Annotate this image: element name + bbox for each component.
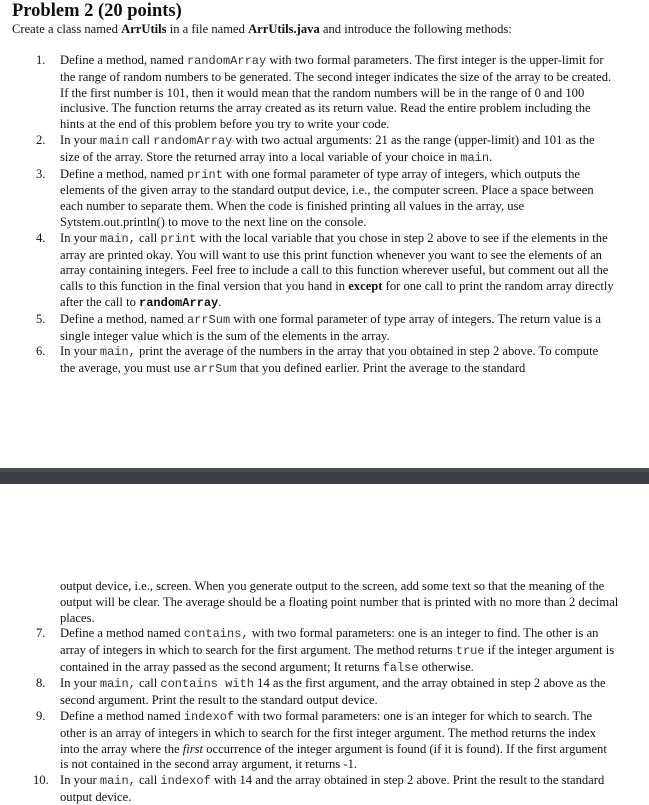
list-item <box>0 312 615 345</box>
item-text: call <box>135 676 161 691</box>
item-text: with two formal parameters: one is an integer for which to search. The other is an array of integers in which to search for the first integer argument. The method returns the index into the array where the <box>60 708 596 756</box>
item-text: with two actual arguments: 21 as the range (upper-limit) and 101 as the size of the array. Store the returned array into a local variable of your choice in <box>60 132 595 164</box>
problem-title: Problem 2 (20 points) <box>12 1 182 21</box>
item-text: 14 as the first argument, and the array obtained in step 2 above as the second argument. Print the result to the standard output device. <box>60 676 606 708</box>
document-page-2 <box>0 484 649 805</box>
item-text: In your <box>60 344 100 359</box>
list-item <box>0 133 615 167</box>
list-item <box>0 53 615 133</box>
list-item <box>0 709 615 773</box>
item-text: call <box>135 773 161 788</box>
code-term: arrSum <box>193 362 237 377</box>
code-term: randomArray <box>153 133 233 148</box>
continuation-paragraph: output device, i.e., screen. When you generate output to the screen, add some text so that the meaning of the output will be clear. The average should be a floating point number that is printed with no more than 2 decimal places. <box>60 579 619 625</box>
page-break-strip <box>0 468 649 472</box>
list-item <box>0 626 615 676</box>
item-number: 2. <box>36 132 46 147</box>
file-name: ArrUtils.java <box>248 22 320 36</box>
page-break <box>0 468 649 484</box>
code-term: contains with <box>160 677 254 692</box>
item-text: Define a method named <box>60 626 184 640</box>
code-term: main <box>99 133 129 148</box>
item-text: Define a method, named <box>60 311 187 326</box>
item-number: 10. <box>33 773 49 788</box>
item-text: occurrence of the integer argument is found (if it is found). If the first argument is not contained in the second array argument, it returns <box>60 741 607 772</box>
intro-text: in a file named <box>166 22 249 36</box>
code-term: print <box>186 167 223 182</box>
item-text: . <box>489 149 493 164</box>
item-number: 5. <box>36 311 46 326</box>
item-text: Define a method, named <box>60 53 187 67</box>
code-term: randomArray <box>139 295 219 310</box>
item-number: 8. <box>36 676 46 691</box>
item-number: 3. <box>36 166 46 181</box>
code-term: main <box>460 150 490 165</box>
item-text: with 14 and the array obtained in step 2 above. Print the result to the standard output device. <box>60 773 605 804</box>
code-term: main, <box>99 345 136 360</box>
class-name: ArrUtils <box>121 22 167 36</box>
item-text: otherwise. <box>418 659 474 674</box>
item-text: with two formal parameters: one is an integer to find. The other is an array of integers in which to search for the first argument. The method returns <box>60 626 599 657</box>
code-term: main, <box>99 774 136 789</box>
item-text: call <box>135 230 161 245</box>
item-number: 9. <box>36 708 46 723</box>
item-text: . <box>353 757 358 772</box>
item-text: with the local variable that you chose in step 2 above to see if the elements in the array are printed okay. You will want to use this print function whenever you want to see the elements of an array containing integers. Feel free to include a call to this function wherever useful, but comment out all the calls to this function in the final version that you hand in <box>60 230 609 294</box>
code-term: print <box>160 231 197 246</box>
item-text: for one call to print the random array directly after the call to <box>60 279 614 309</box>
code-term: arrSum <box>186 312 231 327</box>
list-item <box>0 773 615 805</box>
item-text: In your <box>60 230 100 245</box>
code-term: main, <box>99 231 136 246</box>
code-term: true <box>455 643 485 658</box>
item-number: 4. <box>36 230 46 245</box>
item-text: call <box>128 132 154 147</box>
list-item <box>0 344 615 378</box>
item-text: with one formal parameter of type array of integers. The return value is a single integer value which is the sum of the elements in the array. <box>60 311 601 343</box>
emphasis: first <box>182 741 204 756</box>
list-item <box>0 676 615 709</box>
list-item <box>0 167 615 231</box>
item-text: In your <box>60 132 100 147</box>
item-text: that you defined earlier. Print the average to the standard <box>236 361 526 376</box>
item-text: . <box>218 294 222 309</box>
code-term: indexof <box>183 709 235 724</box>
item-text: with two formal parameters. The first integer is the upper-limit for the range of random numbers to be generated. The second integer indicates the size of the array to be created. If the first number is 101, then it would mean that the random numbers will be in the range of 0 and 100 inclusive. The function returns the array created as its return value. Read the entire problem including the hints at the end of this problem before you try to write your code. <box>60 53 612 132</box>
item-number: 1. <box>36 53 46 67</box>
intro-text: Create a class named <box>12 22 122 36</box>
code-term: contains, <box>183 627 249 641</box>
code-term: randomArray <box>186 54 267 68</box>
item-number: 6. <box>36 344 46 359</box>
emphasis: except <box>348 279 383 294</box>
method-list <box>0 53 615 378</box>
return-value: -1 <box>343 757 354 772</box>
item-text: In your <box>60 676 100 691</box>
list-item <box>0 231 615 312</box>
item-text: In your <box>60 773 100 788</box>
item-text: Define a method, named <box>60 166 187 181</box>
item-text: if the integer argument is contained in the array passed as the second argument; It returns <box>60 642 615 674</box>
item-text: Define a method named <box>60 708 184 723</box>
item-text: print the average of the numbers in the array that you obtained in step 2 above. To compute the average, you must use <box>60 344 599 376</box>
method-list-continued <box>0 626 615 805</box>
item-text: with one formal parameter of type array of integers, which outputs the elements of the given array to the standard output device, i.e., the computer screen. Place a space between each number to separate them. When the code is finished printing all values in the array, use Sytstem.out.println() to move to the next line on the console. <box>60 166 594 229</box>
item-number: 7. <box>36 626 46 640</box>
code-term: main, <box>99 677 136 692</box>
code-term: indexof <box>160 774 211 789</box>
intro-paragraph <box>12 21 512 37</box>
code-term: false <box>382 660 419 675</box>
intro-text: and introduce the following methods: <box>319 22 512 36</box>
